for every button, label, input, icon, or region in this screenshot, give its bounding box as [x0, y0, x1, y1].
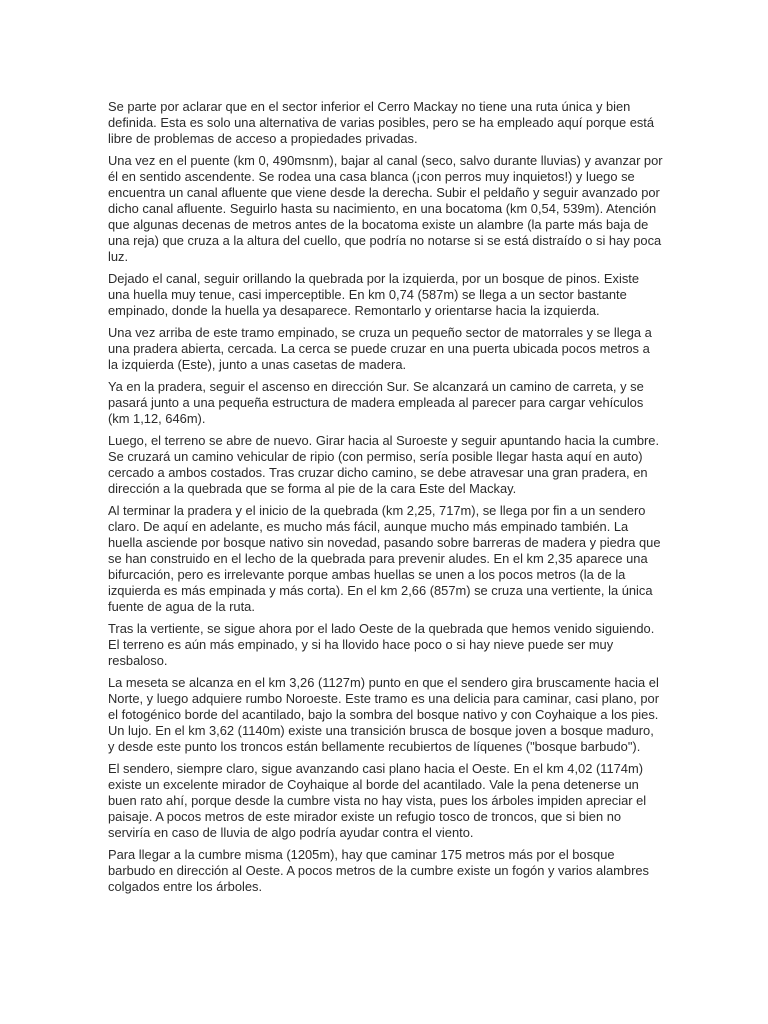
paragraph-1: Se parte por aclarar que en el sector inferior el Cerro Mackay no tiene una ruta única y bien definida. Esta es solo una alternativa de varias posibles, pero se ha empleado aquí porque está libre de problemas de acceso a propiedades privadas.	[108, 99, 655, 146]
document-page	[108, 99, 663, 901]
paragraph-2: Una vez en el puente (km 0, 490msnm), bajar al canal (seco, salvo durante lluvias) y avanzar por él en sentido ascendente. Se rodea una casa blanca (¡con perros muy inquietos!) y luego se encuentra un canal afluente que viene desde la derecha. Subir el peldaño y seguir avanzado por dicho canal afluente. Seguirlo hasta su nacimiento, en una bocatoma (km 0,54, 539m). Atención que algunas decenas de metros antes de la bocatoma existe un alambre (la parte más baja de una reja) que cruza a la altura del cuello, que podría no notarse si se está distraído o si hay poca luz.	[108, 153, 663, 264]
paragraph-4: Una vez arriba de este tramo empinado, se cruza un pequeño sector de matorrales y se llega a una pradera abierta, cercada. La cerca se puede cruzar en una puerta ubicada pocos metros a la izquierda (Este), junto a unas casetas de madera.	[108, 325, 652, 372]
paragraph-11: Para llegar a la cumbre misma (1205m), hay que caminar 175 metros más por el bosque barbudo en dirección al Oeste. A pocos metros de la cumbre existe un fogón y varios alambres colgados entre los árboles.	[108, 847, 649, 894]
paragraph-10: El sendero, siempre claro, sigue avanzando casi plano hacia el Oeste. En el km 4,02 (1174m) existe un excelente mirador de Coyhaique al borde del acantilado. Vale la pena detenerse un buen rato ahí, porque desde la cumbre vista no hay vista, pues los árboles impiden apreciar el paisaje. A pocos metros de este mirador existe un refugio tosco de troncos, que si bien no serviría en caso de lluvia de algo podría ayudar contra el viento.	[108, 761, 647, 840]
paragraph-5: Ya en la pradera, seguir el ascenso en dirección Sur. Se alcanzará un camino de carreta, y se pasará junto a una pequeña estructura de madera empleada al parecer para cargar vehículos (km 1,12, 646m).	[108, 379, 644, 426]
paragraph-7: Al terminar la pradera y el inicio de la quebrada (km 2,25, 717m), se llega por fin a un sendero claro. De aquí en adelante, es mucho más fácil, aunque mucho más empinado también. La huella asciende por bosque nativo sin novedad, pasando sobre barreras de madera y piedra que se han construido en el lecho de la quebrada para prevenir aludes. En el km 2,35 aparece una bifurcación, pero es irrelevante porque ambas huellas se unen a los pocos metros (la de la izquierda es más empinada y más corta). En el km 2,66 (857m) se cruza una vertiente, la única fuente de agua de la ruta.	[108, 503, 661, 614]
paragraph-6: Luego, el terreno se abre de nuevo. Girar hacia al Suroeste y seguir apuntando hacia la cumbre. Se cruzará un camino vehicular de ripio (con permiso, sería posible llegar hasta aquí en auto) cercado a ambos costados. Tras cruzar dicho camino, se debe atravesar una gran pradera, en dirección a la quebrada que se forma al pie de la cara Este del Mackay.	[108, 433, 660, 496]
paragraph-8: Tras la vertiente, se sigue ahora por el lado Oeste de la quebrada que hemos venido siguiendo. El terreno es aún más empinado, y si ha llovido hace poco o si hay nieve puede ser muy resbaloso.	[108, 621, 655, 668]
paragraph-3: Dejado el canal, seguir orillando la quebrada por la izquierda, por un bosque de pinos. Existe una huella muy tenue, casi imperceptible. En km 0,74 (587m) se llega a un sector bastante empinado, donde la huella ya desaparece. Remontarlo y orientarse hacia la izquierda.	[108, 271, 640, 318]
paragraph-9: La meseta se alcanza en el km 3,26 (1127m) punto en que el sendero gira bruscamente hacia el Norte, y luego adquiere rumbo Noroeste. Este tramo es una delicia para caminar, casi plano, por el fotogénico borde del acantilado, bajo la sombra del bosque nativo y con Coyhaique a los pies. Un lujo. En el km 3,62 (1140m) existe una transición brusca de bosque joven a bosque maduro, y desde este punto los troncos están bellamente recubiertos de líquenes ("bosque barbudo").	[108, 675, 660, 754]
